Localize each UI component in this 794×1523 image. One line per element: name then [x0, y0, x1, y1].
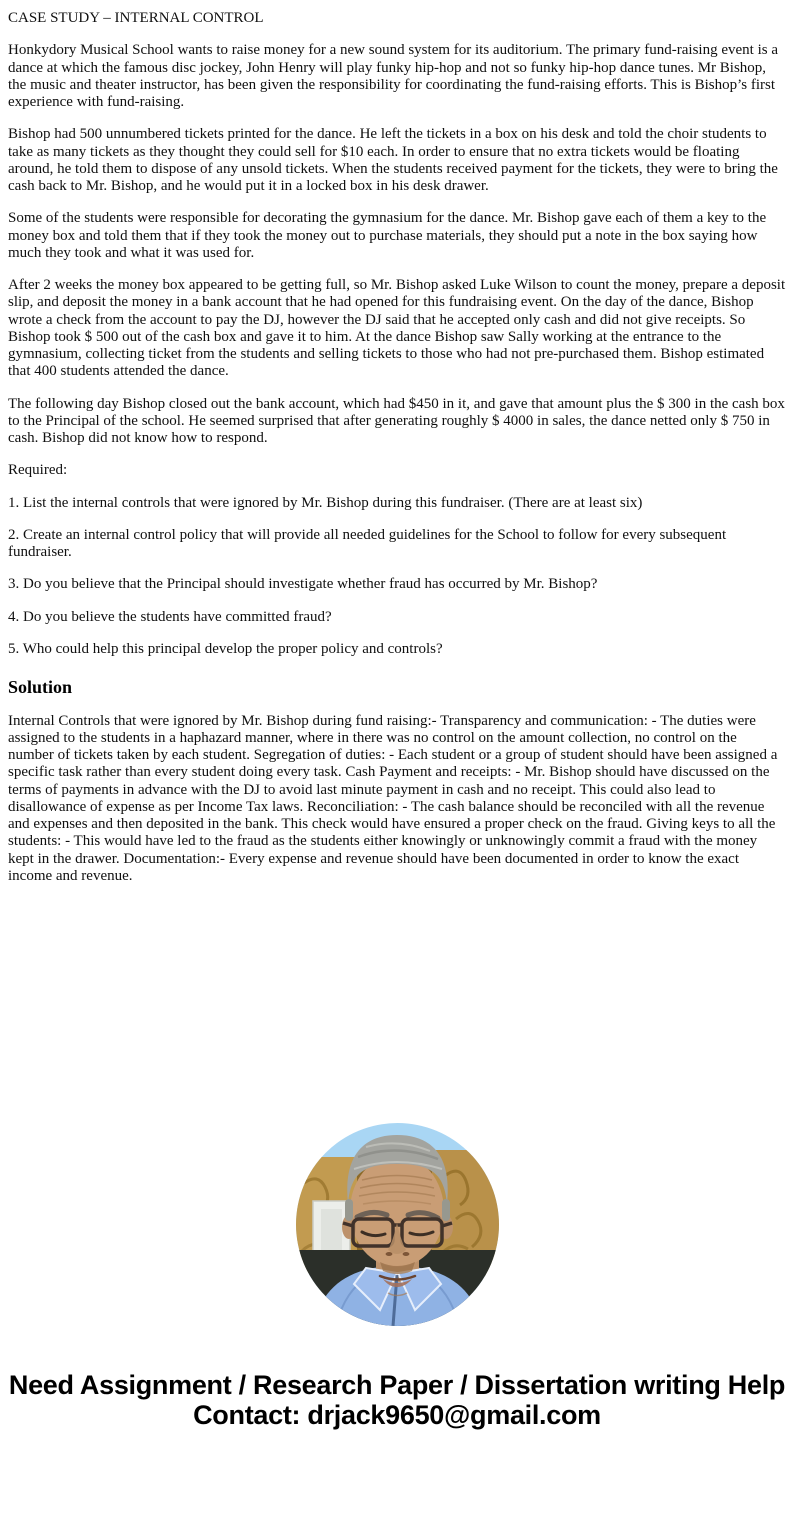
doc-paragraph-5: The following day Bishop closed out the bank account, which had $450 in it, and gave that amount plus the $ 300 in the cash box to the Principal of the school. He seemed surprised that after generating roughly $ 4000 in sales, the dance netted only $ 750 in cash. Bishop did not know how to respond.	[8, 395, 785, 446]
solution-text: Internal Controls that were ignored by Mr. Bishop during fund raising:- Transparency and communication: - The duties were assigned to the students in a haphazard manner, where in there was no control on the amount collection, no control on the number of tickets taken by each student. Segregation of duties: - Each student or a group of student should have been assigned a specific task rather than every student doing every task. Cash Payment and receipts: - Mr. Bishop should have discussed on the terms of payments in advance with the DJ to avoid last minute payment in cash and no receipt. This could also lead to disallowance of expense as per Income Tax laws. Reconciliation: - The cash balance should be reconciled with all the revenue and expenses and then deposited in the bank. This check would have ensured a proper check on the fraud. Giving keys to all the students: - This would have led to the fraud as the students either knowingly or unknowingly commit a fraud with the money kept in the drawer. Documentation:- Every expense and revenue should have been documented in order to know the exact income and revenue.	[8, 712, 778, 884]
required-label: Required:	[8, 462, 68, 479]
required-item-3: 3. Do you believe that the Principal should investigate whether fraud has occurred by Mr. Bishop?	[8, 576, 598, 593]
footer-heading: Need Assignment / Research Paper / Dissertation writing Help	[8, 1370, 786, 1401]
required-item-5: 5. Who could help this principal develop the proper policy and controls?	[8, 640, 443, 657]
instructor-photo	[296, 1123, 499, 1326]
doc-paragraph-1: Honkydory Musical School wants to raise money for a new sound system for its auditorium. The primary fund-raising event is a dance at which the famous disc jockey, John Henry will play funky hip-hop and not so funky hip-hop dance tunes. Mr Bishop, the music and theater instructor, has been given the responsibility for coordinating the fund-raising efforts. This is Bishop’s first experience with fund-raising.	[8, 42, 778, 110]
instructor-portrait-image	[296, 1123, 499, 1326]
required-item-2: 2. Create an internal control policy that will provide all needed guidelines for the School to follow for every subsequent fundraiser.	[8, 526, 727, 560]
footer-ad	[8, 1370, 786, 1430]
doc-paragraph-3: Some of the students were responsible for decorating the gymnasium for the dance. Mr. Bishop gave each of them a key to the money box and told them that if they took the money out to purchase materials, they should put a note in the box saying how much they took and what it was used for.	[8, 210, 767, 261]
footer-contact-email: Contact: drjack9650@gmail.com	[193, 1400, 601, 1431]
required-item-1: 1. List the internal controls that were ignored by Mr. Bishop during this fundraiser. (There are at least six)	[8, 494, 643, 511]
doc-paragraph-2: Bishop had 500 unnumbered tickets printed for the dance. He left the tickets in a box on his desk and told the choir students to take as many tickets as they thought they could sell for $10 each. In order to ensure that no extra tickets would be floating around, he told them to dispose of any unsold tickets. When the students received payment for the tickets, they were to bring the cash back to Mr. Bishop, and he would put it in a locked box in his desk drawer.	[8, 126, 778, 194]
required-item-4: 4. Do you believe the students have committed fraud?	[8, 608, 332, 625]
page-title: CASE STUDY – INTERNAL CONTROL	[8, 10, 264, 26]
solution-heading: Solution	[8, 677, 73, 697]
doc-paragraph-4: After 2 weeks the money box appeared to be getting full, so Mr. Bishop asked Luke Wilson to count the money, prepare a deposit slip, and deposit the money in a bank account that he had opened for this fundraising event. On the day of the dance, Bishop wrote a check from the account to pay the DJ, however the DJ said that he accepted only cash and did not give receipts. So Bishop took $ 500 out of the cash box and gave it to him. At the dance Bishop saw Sally working at the entrance to the gymnasium, collecting ticket from the students and selling tickets to those who had not pre-purchased them. Bishop estimated that 400 students attended the dance.	[8, 277, 786, 380]
